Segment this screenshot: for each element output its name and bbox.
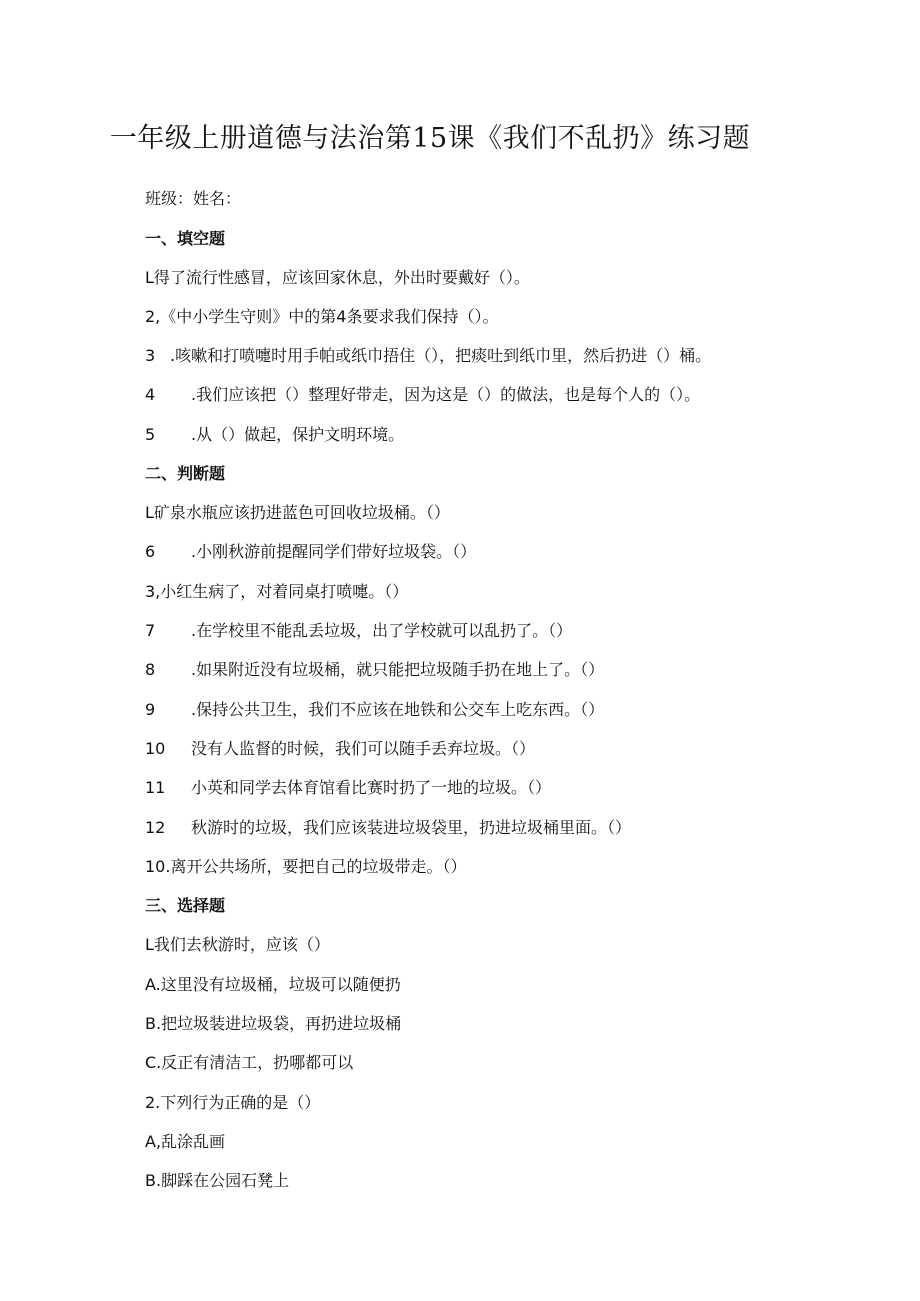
true-false-question-8 bbox=[145, 659, 604, 681]
true-false-question-10 bbox=[145, 738, 535, 760]
question-number: 11 bbox=[145, 778, 166, 797]
question-text: .在学校里不能乱丢垃圾，出了学校就可以乱扔了。（） bbox=[191, 621, 573, 640]
true-false-question-11 bbox=[145, 777, 551, 799]
choice-option-1a: A.这里没有垃圾桶，垃圾可以随便扔 bbox=[145, 975, 401, 994]
fill-blank-question-1: L得了流行性感冒，应该回家休息，外出时要戴好（）。 bbox=[145, 268, 530, 287]
section-heading-multiple-choice: 三、选择题 bbox=[145, 896, 226, 915]
true-false-question-10b: 10.离开公共场所，要把自己的垃圾带走。（） bbox=[145, 857, 467, 876]
question-number: 6 bbox=[145, 542, 156, 561]
question-number: 12 bbox=[145, 818, 166, 837]
question-text: .从（）做起，保护文明环境。 bbox=[191, 425, 405, 444]
question-text: .如果附近没有垃圾桶，就只能把垃圾随手扔在地上了。（） bbox=[191, 660, 605, 679]
question-number: 7 bbox=[145, 621, 156, 640]
class-name-line: 班级：姓名： bbox=[145, 189, 242, 208]
true-false-question-9 bbox=[145, 699, 604, 721]
question-number: 9 bbox=[145, 700, 156, 719]
fill-blank-question-2: 2,《中小学生守则》中的第4条要求我们保持（）。 bbox=[145, 307, 499, 326]
fill-blank-question-5 bbox=[145, 424, 404, 446]
section-heading-fill-blank: 一、填空题 bbox=[145, 229, 226, 248]
true-false-question-1: L矿泉水瓶应该扔进蓝色可回收垃圾桶。（） bbox=[145, 503, 450, 522]
true-false-question-7 bbox=[145, 620, 572, 642]
fill-blank-question-4 bbox=[145, 384, 700, 406]
choice-question-2: 2.下列行为正确的是（） bbox=[145, 1093, 321, 1112]
choice-option-2a: A,乱涂乱画 bbox=[145, 1132, 226, 1151]
question-text: 没有人监督的时候，我们可以随手丢弃垃圾。（） bbox=[191, 739, 536, 758]
true-false-question-12 bbox=[145, 817, 631, 839]
question-number: 4 bbox=[145, 385, 156, 404]
question-text: 小英和同学去体育馆看比赛时扔了一地的垃圾。（） bbox=[191, 778, 552, 797]
question-text: .我们应该把（）整理好带走，因为这是（）的做法，也是每个人的（）。 bbox=[191, 385, 701, 404]
question-number: 5 bbox=[145, 425, 156, 444]
fill-blank-question-3 bbox=[145, 345, 711, 367]
document-title: 一年级上册道德与法治第15课《我们不乱扔》练习题 bbox=[109, 123, 751, 154]
true-false-question-6 bbox=[145, 541, 476, 563]
question-text: 秋游时的垃圾，我们应该装进垃圾袋里，扔进垃圾桶里面。（） bbox=[191, 818, 632, 837]
question-number: 8 bbox=[145, 660, 156, 679]
question-number: 10 bbox=[145, 739, 166, 758]
question-text: .保持公共卫生，我们不应该在地铁和公交车上吃东西。（） bbox=[191, 700, 605, 719]
choice-question-1: L我们去秋游时，应该（） bbox=[145, 935, 330, 954]
question-text: .小刚秋游前提醒同学们带好垃圾袋。（） bbox=[191, 542, 477, 561]
choice-option-2b: B.脚踩在公园石凳上 bbox=[145, 1171, 290, 1190]
choice-option-1c: C.反正有清洁工，扔哪都可以 bbox=[145, 1053, 354, 1072]
question-text: .咳嗽和打喷嚏时用手帕或纸巾捂住（），把痰吐到纸巾里，然后扔进（）桶。 bbox=[170, 346, 712, 365]
true-false-question-3: 3,小红生病了，对着同桌打喷嚏。（） bbox=[145, 582, 409, 601]
section-heading-true-false: 二、判断题 bbox=[145, 464, 226, 483]
question-number: 3 bbox=[145, 346, 156, 365]
choice-option-1b: B.把垃圾装进垃圾袋，再扔进垃圾桶 bbox=[145, 1014, 402, 1033]
